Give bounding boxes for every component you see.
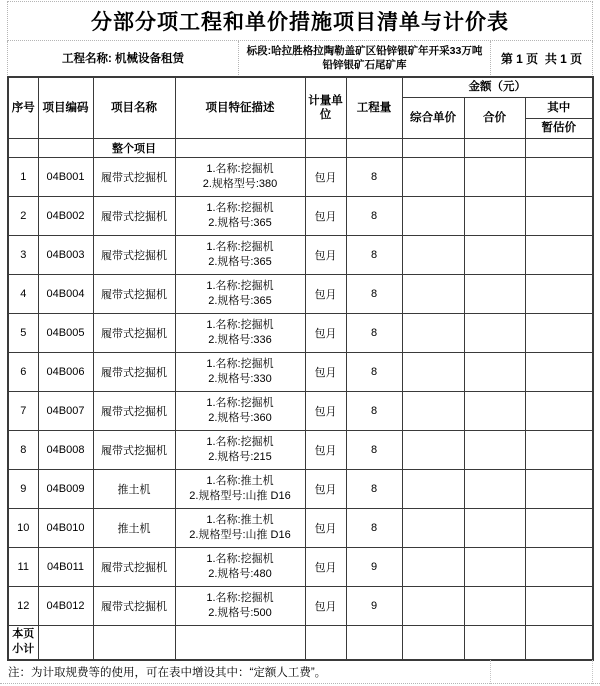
table-row-9: [8, 469, 593, 508]
feature-line-2: 2.规格型号:山推 D16: [189, 489, 291, 502]
subtotal-name-cell: [93, 625, 175, 660]
row-feature: [175, 196, 305, 235]
feature-line-2: 2.规格型号:380: [202, 177, 278, 190]
subtotal-line-1: 本页: [12, 628, 35, 641]
note-divider-line-2: [592, 660, 593, 684]
row-code: 04B003: [38, 235, 93, 274]
row-estimate: [525, 196, 593, 235]
row-name: 推土机: [93, 508, 175, 547]
row-estimate: [525, 469, 593, 508]
row-name: 履带式挖掘机: [93, 430, 175, 469]
table-row-8: [8, 430, 593, 469]
page-title: 分部分项工程和单价措施项目清单与计价表: [7, 1, 593, 41]
row-code: 04B002: [38, 196, 93, 235]
row-unit: 包月: [305, 196, 346, 235]
row-seq: 1: [8, 157, 38, 196]
bill-table: [7, 76, 594, 661]
row-code: 04B001: [38, 157, 93, 196]
row-feature: [175, 469, 305, 508]
row-name: 履带式挖掘机: [93, 235, 175, 274]
subtotal-total-price-cell: [464, 625, 525, 660]
feature-line-2: 2.规格号:365: [208, 255, 272, 268]
row-total-price: [464, 157, 525, 196]
row-code: 04B011: [38, 547, 93, 586]
row-total-price: [464, 196, 525, 235]
row-qty: 8: [346, 274, 402, 313]
row-total-price: [464, 352, 525, 391]
subtotal-code-cell: [38, 625, 93, 660]
row-name: 履带式挖掘机: [93, 391, 175, 430]
row-unit-price: [402, 235, 464, 274]
row-seq: 8: [8, 430, 38, 469]
row-unit-price: [402, 586, 464, 625]
table-row-4: [8, 274, 593, 313]
row-feature: [175, 157, 305, 196]
row-qty: 8: [346, 430, 402, 469]
row-code: 04B010: [38, 508, 93, 547]
row-seq: 5: [8, 313, 38, 352]
header-amount-group: 金额（元）: [402, 77, 593, 97]
subtotal-unit-price-cell: [402, 625, 464, 660]
row-estimate: [525, 235, 593, 274]
feature-line-2: 2.规格号:330: [208, 372, 272, 385]
row-name: 推土机: [93, 469, 175, 508]
row-unit-price: [402, 430, 464, 469]
row-qty: 8: [346, 508, 402, 547]
table-row-7: [8, 391, 593, 430]
table-row-1: [8, 157, 593, 196]
row-name: 履带式挖掘机: [93, 313, 175, 352]
row-name: 履带式挖掘机: [93, 157, 175, 196]
row-estimate: [525, 586, 593, 625]
row-seq: 10: [8, 508, 38, 547]
row-unit: 包月: [305, 274, 346, 313]
row-feature: [175, 430, 305, 469]
row-unit: 包月: [305, 469, 346, 508]
row-qty: 8: [346, 313, 402, 352]
row-estimate: [525, 274, 593, 313]
row-qty: 8: [346, 352, 402, 391]
feature-line-2: 2.规格号:360: [208, 411, 272, 424]
group-qty-cell: [346, 138, 402, 157]
group-name-cell: 整个项目: [93, 138, 175, 157]
subtotal-qty-cell: [346, 625, 402, 660]
subtotal-unit-cell: [305, 625, 346, 660]
row-qty: 8: [346, 391, 402, 430]
row-unit-price: [402, 196, 464, 235]
row-unit: 包月: [305, 313, 346, 352]
row-feature: [175, 586, 305, 625]
feature-line-1: 1.名称:挖掘机: [206, 357, 274, 370]
table-row-12: [8, 586, 593, 625]
feature-line-1: 1.名称:挖掘机: [206, 318, 274, 331]
header-row-1: [8, 77, 593, 97]
row-code: 04B009: [38, 469, 93, 508]
row-seq: 6: [8, 352, 38, 391]
feature-line-1: 1.名称:推土机: [206, 474, 274, 487]
subtotal-label: [8, 625, 38, 660]
row-unit: 包月: [305, 508, 346, 547]
row-qty: 9: [346, 547, 402, 586]
header-qty: 工程量: [346, 77, 402, 138]
row-unit: 包月: [305, 391, 346, 430]
group-unit-cell: [305, 138, 346, 157]
row-code: 04B007: [38, 391, 93, 430]
row-total-price: [464, 430, 525, 469]
group-code-cell: [38, 138, 93, 157]
row-feature: [175, 235, 305, 274]
group-row: [8, 138, 593, 157]
row-code: 04B004: [38, 274, 93, 313]
feature-line-2: 2.规格号:480: [208, 567, 272, 580]
table-row-2: [8, 196, 593, 235]
row-unit: 包月: [305, 547, 346, 586]
header-seq: 序号: [8, 77, 38, 138]
feature-line-1: 1.名称:挖掘机: [206, 552, 274, 565]
row-name: 履带式挖掘机: [93, 274, 175, 313]
header-name: 项目名称: [93, 77, 175, 138]
feature-line-2: 2.规格号:500: [208, 606, 272, 619]
row-seq: 12: [8, 586, 38, 625]
subtotal-feature-cell: [175, 625, 305, 660]
row-total-price: [464, 547, 525, 586]
table-row-6: [8, 352, 593, 391]
feature-line-1: 1.名称:挖掘机: [206, 396, 274, 409]
row-qty: 8: [346, 235, 402, 274]
footnote: 注：为计取规费等的使用，可在表中增设其中：“定额人工费”。: [0, 660, 600, 684]
row-unit: 包月: [305, 586, 346, 625]
row-estimate: [525, 313, 593, 352]
row-feature: [175, 274, 305, 313]
header-estimate: 暂估价: [525, 118, 593, 138]
info-row: [7, 41, 593, 75]
feature-line-1: 1.名称:挖掘机: [206, 591, 274, 604]
row-unit-price: [402, 274, 464, 313]
row-feature: [175, 391, 305, 430]
row-code: 04B005: [38, 313, 93, 352]
row-name: 履带式挖掘机: [93, 352, 175, 391]
row-total-price: [464, 508, 525, 547]
feature-line-2: 2.规格号:365: [208, 294, 272, 307]
row-seq: 2: [8, 196, 38, 235]
feature-line-2: 2.规格号:215: [208, 450, 272, 463]
row-seq: 4: [8, 274, 38, 313]
subtotal-row: [8, 625, 593, 660]
row-unit: 包月: [305, 430, 346, 469]
group-feature-cell: [175, 138, 305, 157]
row-feature: [175, 508, 305, 547]
row-estimate: [525, 391, 593, 430]
row-feature: [175, 313, 305, 352]
header-unit-price: 综合单价: [402, 97, 464, 138]
row-estimate: [525, 430, 593, 469]
row-qty: 8: [346, 196, 402, 235]
group-seq-cell: [8, 138, 38, 157]
group-unit-price-cell: [402, 138, 464, 157]
row-seq: 11: [8, 547, 38, 586]
header-among: 其中: [525, 97, 593, 118]
feature-line-1: 1.名称:挖掘机: [206, 279, 274, 292]
page-number: 第 1 页 共 1 页: [500, 51, 583, 66]
feature-line-2: 2.规格号:365: [208, 216, 272, 229]
row-total-price: [464, 586, 525, 625]
row-estimate: [525, 547, 593, 586]
header-code: 项目编码: [38, 77, 93, 138]
row-estimate: [525, 352, 593, 391]
group-estimate-cell: [525, 138, 593, 157]
table-row-11: [8, 547, 593, 586]
feature-line-2: 2.规格号:336: [208, 333, 272, 346]
table-row-5: [8, 313, 593, 352]
section-name: 标段:哈拉胜格拉陶勒盖矿区铅锌银矿年开采33万吨铅锌银矿石尾矿库: [238, 41, 491, 75]
row-unit-price: [402, 157, 464, 196]
row-unit: 包月: [305, 352, 346, 391]
row-estimate: [525, 508, 593, 547]
header-unit: 计量单位: [305, 77, 346, 138]
row-seq: 9: [8, 469, 38, 508]
table-row-10: [8, 508, 593, 547]
row-total-price: [464, 235, 525, 274]
feature-line-1: 1.名称:挖掘机: [206, 162, 274, 175]
row-unit-price: [402, 547, 464, 586]
feature-line-1: 1.名称:挖掘机: [206, 240, 274, 253]
row-name: 履带式挖掘机: [93, 586, 175, 625]
row-qty: 9: [346, 586, 402, 625]
row-estimate: [525, 157, 593, 196]
row-code: 04B006: [38, 352, 93, 391]
row-unit: 包月: [305, 157, 346, 196]
header-total-price: 合价: [464, 97, 525, 138]
row-code: 04B012: [38, 586, 93, 625]
row-total-price: [464, 469, 525, 508]
top-area: [7, 1, 593, 75]
row-seq: 7: [8, 391, 38, 430]
subtotal-estimate-cell: [525, 625, 593, 660]
header-feature: 项目特征描述: [175, 77, 305, 138]
row-seq: 3: [8, 235, 38, 274]
group-total-price-cell: [464, 138, 525, 157]
row-unit-price: [402, 508, 464, 547]
row-unit-price: [402, 313, 464, 352]
row-unit-price: [402, 352, 464, 391]
row-feature: [175, 547, 305, 586]
row-total-price: [464, 274, 525, 313]
feature-line-2: 2.规格型号:山推 D16: [189, 528, 291, 541]
subtotal-line-2: 小计: [12, 643, 35, 656]
feature-line-1: 1.名称:挖掘机: [206, 201, 274, 214]
feature-line-1: 1.名称:挖掘机: [206, 435, 274, 448]
row-name: 履带式挖掘机: [93, 547, 175, 586]
row-unit-price: [402, 469, 464, 508]
project-name: 工程名称: 机械设备租赁: [61, 53, 185, 65]
row-qty: 8: [346, 157, 402, 196]
row-qty: 8: [346, 469, 402, 508]
row-feature: [175, 352, 305, 391]
note-divider-line-1: [490, 660, 491, 684]
row-total-price: [464, 391, 525, 430]
row-code: 04B008: [38, 430, 93, 469]
row-name: 履带式挖掘机: [93, 196, 175, 235]
table-row-3: [8, 235, 593, 274]
row-unit: 包月: [305, 235, 346, 274]
row-total-price: [464, 313, 525, 352]
feature-line-1: 1.名称:推土机: [206, 513, 274, 526]
row-unit-price: [402, 391, 464, 430]
